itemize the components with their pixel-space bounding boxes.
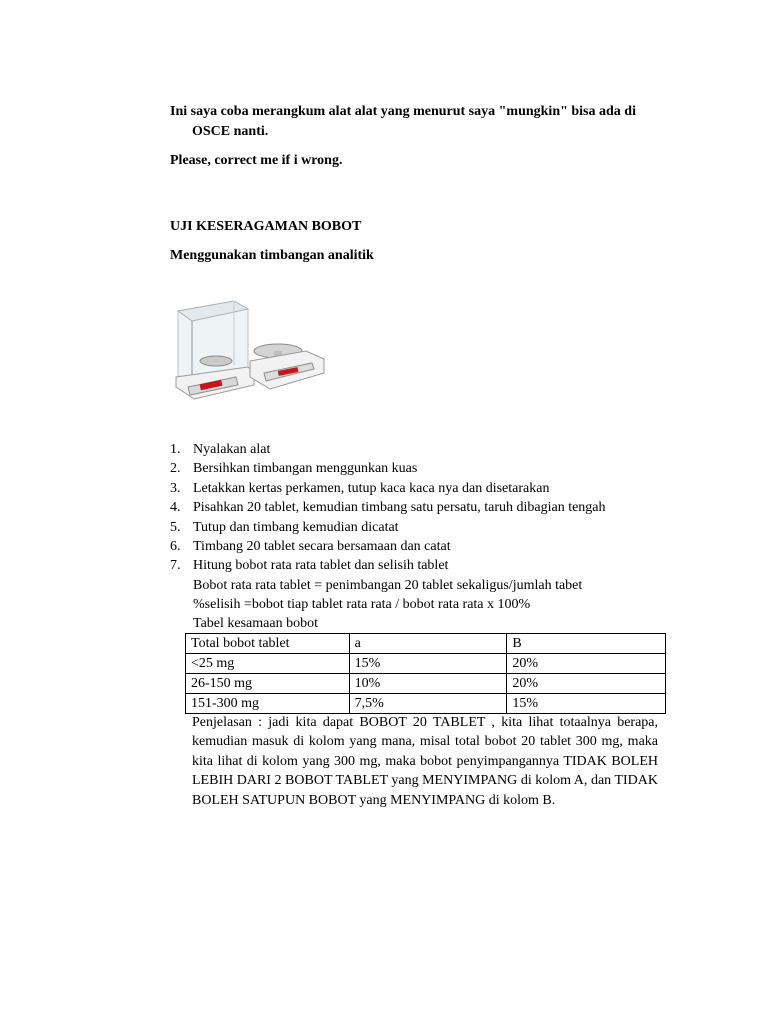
table-caption: Tabel kesamaan bobot bbox=[193, 616, 318, 631]
table-row bbox=[186, 694, 666, 714]
list-item bbox=[170, 556, 690, 575]
table-cell: 20% bbox=[507, 654, 666, 674]
table-cell: <25 mg bbox=[186, 654, 350, 674]
table-cell: 26-150 mg bbox=[186, 674, 350, 694]
table-row bbox=[186, 674, 666, 694]
step-number: 3. bbox=[170, 480, 181, 496]
list-item bbox=[170, 498, 690, 517]
weight-uniformity-table bbox=[185, 633, 666, 714]
analytical-balance-image bbox=[174, 281, 326, 423]
list-item bbox=[170, 518, 690, 537]
table-cell: 20% bbox=[507, 674, 666, 694]
step-text: Hitung bobot rata rata tablet dan selisih tablet bbox=[193, 558, 449, 574]
table-cell: 15% bbox=[507, 694, 666, 714]
table-header-cell: Total bobot tablet bbox=[186, 634, 350, 654]
table-header-row bbox=[186, 634, 666, 654]
step-number: 2. bbox=[170, 461, 181, 477]
table-cell: 10% bbox=[349, 674, 507, 694]
explanation-paragraph: Penjelasan : jadi kita dapat BOBOT 20 TABLET , kita lihat totaalnya berapa, kemudian masuk di kolom yang mana, misal total bobot 20 tablet 300 mg, maka kita lihat di kolom yang 300 mg, maka bobot penyimpangannya TIDAK BOLEH LEBIH DARI 2 BOBOT TABLET yang MENYIMPANG di kolom A, dan TIDAK BOLEH SATUPUN BOBOT yang MENYIMPANG di kolom B. bbox=[192, 715, 658, 808]
list-item bbox=[170, 479, 690, 498]
section-subtitle: Menggunakan timbangan analitik bbox=[170, 248, 374, 263]
step-text: Nyalakan alat bbox=[193, 442, 271, 457]
formula-average: Bobot rata rata tablet = penimbangan 20 tablet sekaligus/jumlah tabet bbox=[193, 578, 583, 593]
table-header-cell: a bbox=[349, 634, 507, 654]
intro-text: Ini saya coba merangkum alat alat yang menurut saya "mungkin" bisa ada di OSCE nanti. bbox=[170, 104, 636, 139]
table-cell: 151-300 mg bbox=[186, 694, 350, 714]
step-text: Letakkan kertas perkamen, tutup kaca kaca nya dan disetarakan bbox=[193, 480, 550, 496]
table-row bbox=[186, 654, 666, 674]
list-item bbox=[170, 537, 690, 556]
step-text: Timbang 20 tablet secara bersamaan dan catat bbox=[193, 539, 451, 555]
step-number: 1. bbox=[170, 442, 181, 457]
list-item bbox=[170, 440, 690, 459]
section-title: UJI KESERAGAMAN BOBOT bbox=[170, 219, 362, 234]
step-number: 4. bbox=[170, 500, 181, 516]
step-text: Tutup dan timbang kemudian dicatat bbox=[193, 519, 399, 535]
formula-difference: %selisih =bobot tiap tablet rata rata / bobot rata rata x 100% bbox=[193, 597, 531, 612]
correction-note: Please, correct me if i wrong. bbox=[170, 153, 343, 168]
step-number: 5. bbox=[170, 519, 181, 535]
list-item bbox=[170, 459, 690, 478]
step-text: Pisahkan 20 tablet, kemudian timbang satu persatu, taruh dibagian tengah bbox=[193, 500, 606, 516]
step-number: 6. bbox=[170, 539, 181, 555]
table-cell: 15% bbox=[349, 654, 507, 674]
table-cell: 7,5% bbox=[349, 694, 507, 714]
procedure-steps bbox=[170, 440, 690, 576]
analytical-balance-icon bbox=[174, 281, 326, 423]
table-header-cell: B bbox=[507, 634, 666, 654]
step-number: 7. bbox=[170, 558, 181, 574]
step-text: Bersihkan timbangan menggunkan kuas bbox=[193, 461, 418, 477]
